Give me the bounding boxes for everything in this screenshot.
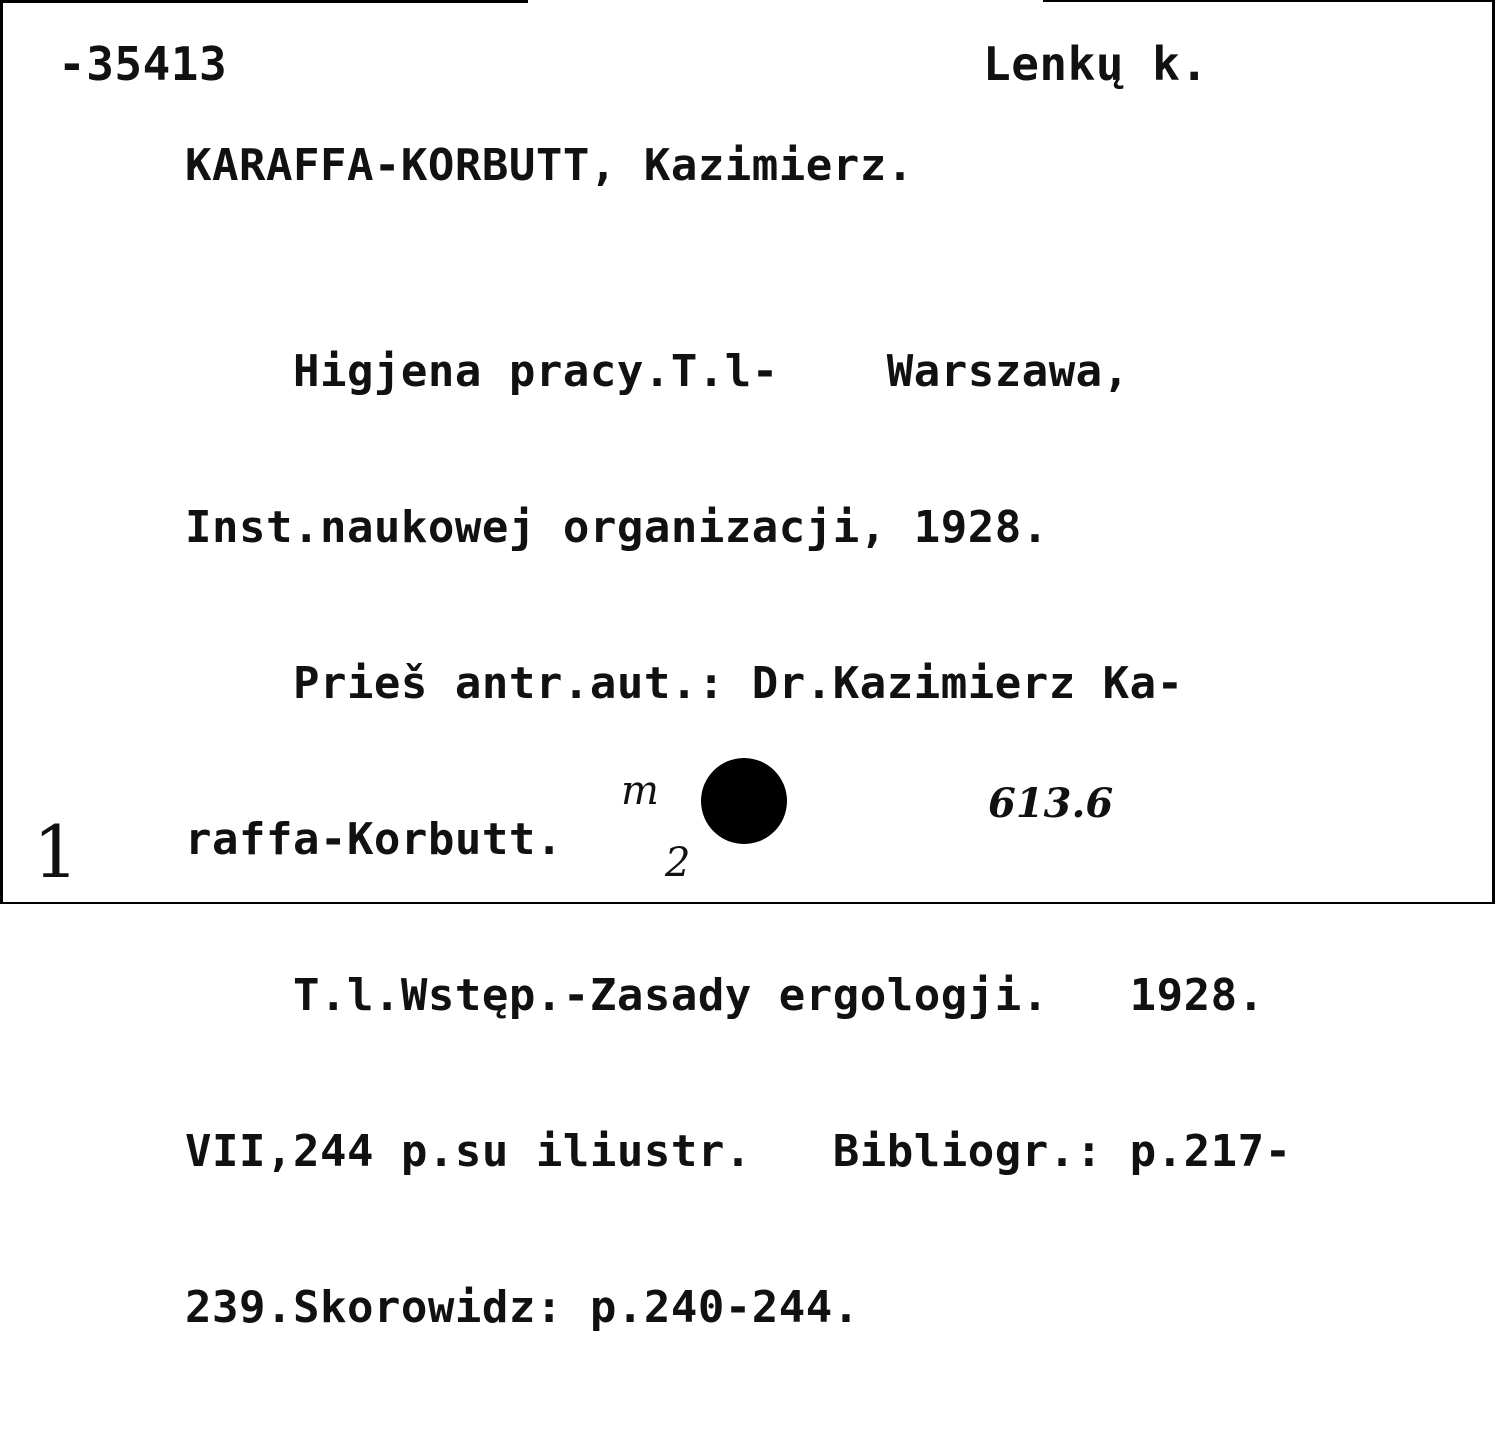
call-number: -35413 <box>58 37 228 91</box>
description-line: 239.Skorowidz: p.240-244. <box>185 1282 860 1333</box>
punch-hole <box>701 758 787 844</box>
handwritten-mark-m: m <box>621 768 659 814</box>
handwritten-classification: 613.6 <box>988 780 1114 827</box>
description-line: raffa-Korbutt. <box>185 814 563 865</box>
handwritten-mark-2: 2 <box>665 840 691 886</box>
description-line: Inst.naukowej organizacji, 1928. <box>185 502 1049 553</box>
author-heading: KARAFFA-KORBUTT, Kazimierz. <box>185 140 914 191</box>
description-line: T.l.Wstęp.-Zasady ergologji. 1928. <box>185 970 1265 1021</box>
card-top-edge-left <box>3 0 528 3</box>
card-top-edge-right <box>1043 0 1493 2</box>
description-line: Higjena pracy.T.l- Warszawa, <box>185 346 1130 397</box>
description-line: Prieš antr.aut.: Dr.Kazimierz Ka- <box>185 658 1184 709</box>
handwritten-copy-number: 1 <box>33 810 79 894</box>
collection-label: Lenkų k. <box>983 37 1209 91</box>
description-line: VII,244 p.su iliustr. Bibliogr.: p.217- <box>185 1126 1292 1177</box>
